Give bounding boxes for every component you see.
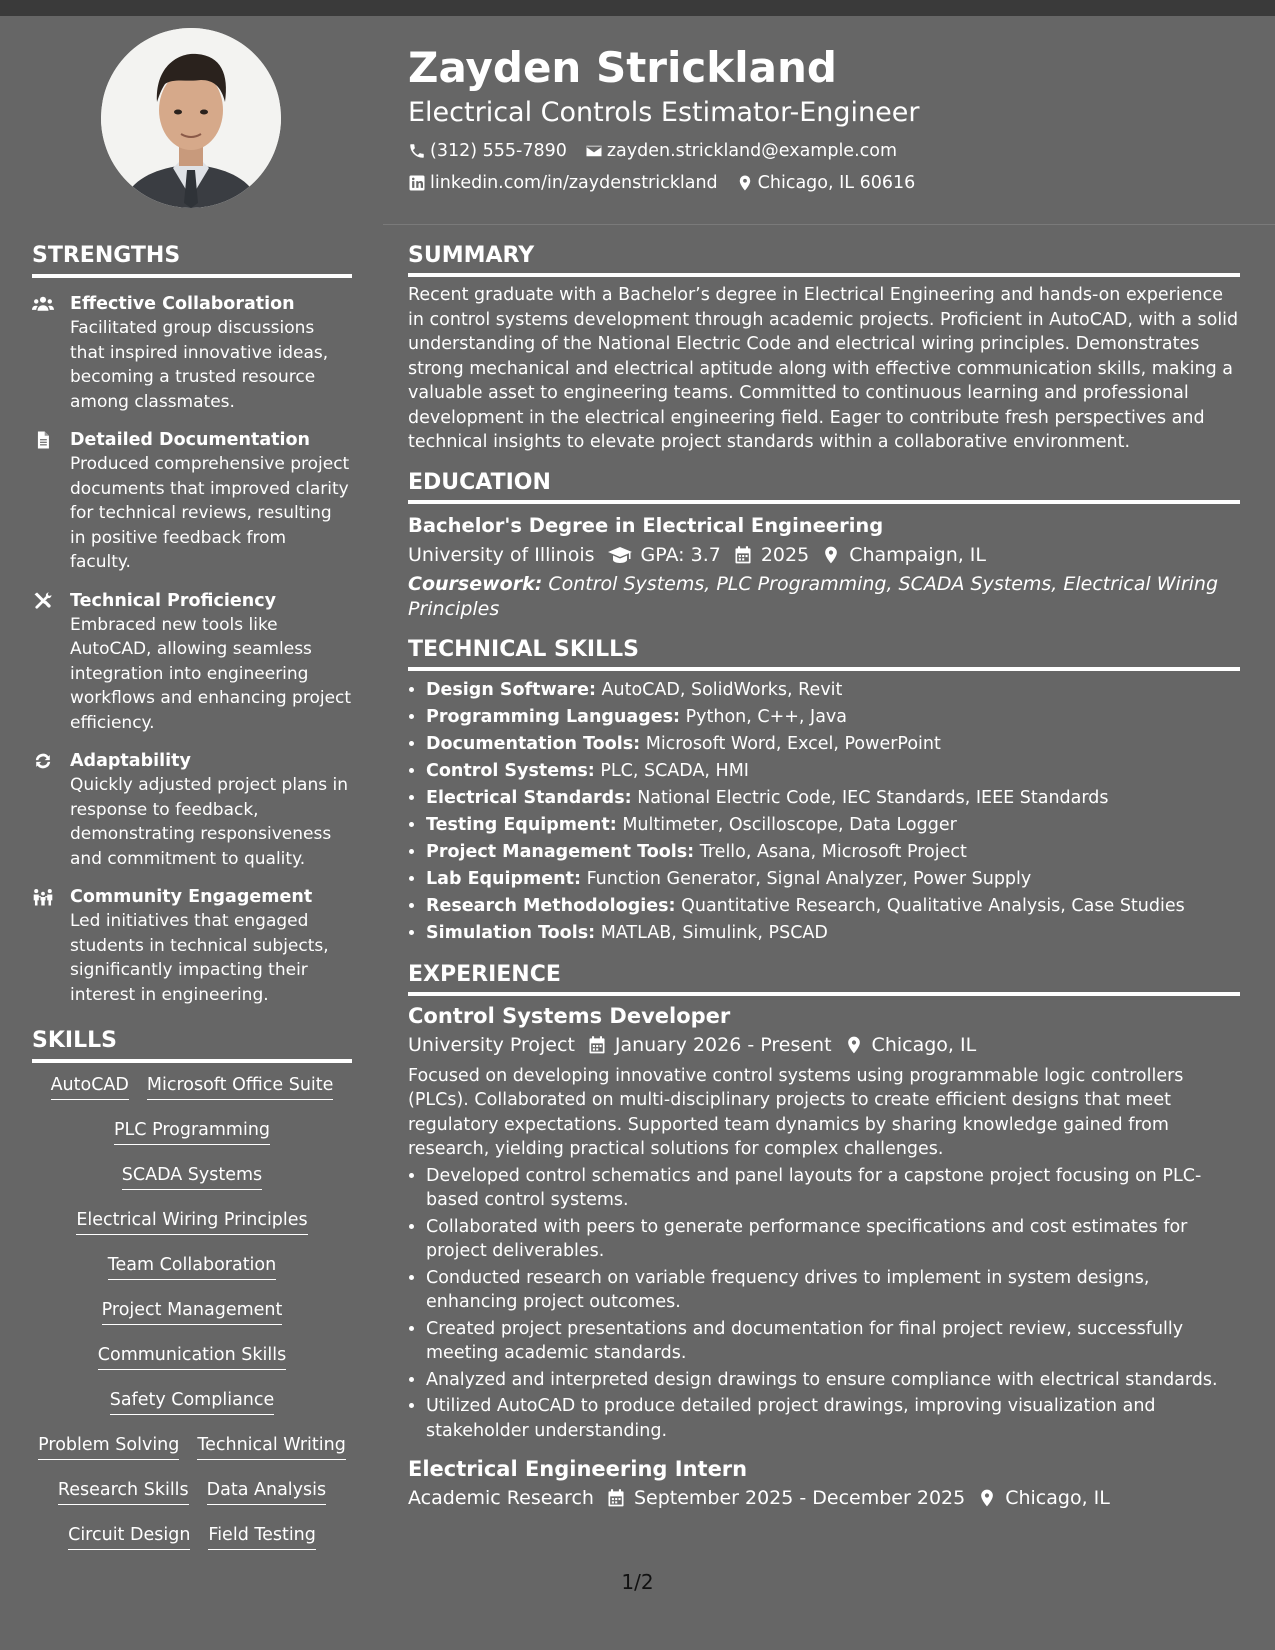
skill-label: Programming Languages:	[426, 706, 681, 727]
skill-tag: Field Testing	[208, 1523, 315, 1550]
list-item	[426, 920, 1240, 947]
list-item	[426, 704, 1240, 731]
skill-row	[32, 1523, 352, 1568]
skill-tag: Safety Compliance	[110, 1388, 275, 1415]
skill-tag: Data Analysis	[207, 1478, 326, 1505]
skills-rule	[32, 1059, 352, 1063]
technical-skills-rule	[408, 667, 1240, 671]
skill-tag: Electrical Wiring Principles	[76, 1208, 307, 1235]
summary-section	[408, 242, 1240, 455]
job-meta	[408, 1483, 1240, 1513]
list-item	[426, 866, 1240, 893]
job-location-text: Chicago, IL	[1005, 1487, 1110, 1509]
users-icon	[32, 294, 54, 314]
skill-value: AutoCAD, SolidWorks, Revit	[601, 679, 843, 700]
location-text: Chicago, IL 60616	[757, 173, 916, 193]
strengths-heading: STRENGTHS	[32, 243, 181, 268]
document-icon	[32, 430, 54, 450]
skill-value: PLC, SCADA, HMI	[600, 760, 749, 781]
job-dates	[587, 1030, 832, 1060]
calendar-icon	[733, 545, 753, 565]
candidate-name: Zayden Strickland	[408, 43, 837, 92]
skill-row	[32, 1478, 352, 1523]
skill-row	[32, 1343, 352, 1388]
skills-list	[32, 1073, 352, 1568]
year-text: 2025	[760, 543, 810, 566]
left-column	[32, 242, 352, 1568]
skill-row	[32, 1298, 352, 1343]
skill-row	[32, 1073, 352, 1118]
education-heading: EDUCATION	[408, 469, 551, 495]
strength-desc: Facilitated group discussions that inspired innovative ideas, becoming a trusted resource among classmates.	[70, 318, 329, 412]
strength-item	[32, 292, 352, 414]
school-text: University of Illinois	[408, 543, 595, 566]
job-org	[408, 1483, 594, 1513]
skill-label: Design Software:	[426, 679, 596, 700]
job-bullets	[408, 1164, 1240, 1444]
list-item	[426, 677, 1240, 704]
skill-value: Microsoft Word, Excel, PowerPoint	[645, 733, 941, 754]
phone-icon	[408, 142, 426, 160]
list-item: • Developed control schematics and panel layouts for a capstone project focusing on PLC-based control systems.	[426, 1164, 1240, 1213]
strength-title: Community Engagement	[70, 887, 313, 907]
strength-item	[32, 885, 352, 1007]
coursework-label: Coursework:	[408, 572, 543, 595]
job-title: Electrical Engineering Intern	[408, 1457, 748, 1481]
education-rule	[408, 500, 1240, 504]
linkedin-text: linkedin.com/in/zaydenstrickland	[430, 173, 718, 193]
list-item: • Created project presentations and documentation for final project review, successfully meeting academic standards.	[426, 1317, 1240, 1366]
tools-icon	[32, 591, 54, 611]
job-description: Focused on developing innovative control systems using programmable logic controllers (PLCs). Collaborated on multi-disciplinary projects to create efficient designs that meet regulatory expectations. Supported team dynamics by sharing knowledge gained from research, yielding practical solutions for complex challenges.	[408, 1065, 1184, 1159]
skill-label: Project Management Tools:	[426, 841, 695, 862]
map-pin-icon	[977, 1488, 997, 1508]
community-icon	[32, 887, 54, 907]
skill-value: Trello, Asana, Microsoft Project	[699, 841, 967, 862]
job-entry	[408, 1002, 1240, 1444]
job-dates-text: September 2025 - December 2025	[633, 1487, 966, 1509]
skill-value: Multimeter, Oscilloscope, Data Logger	[622, 814, 957, 835]
education-meta	[408, 540, 1240, 570]
strength-title: Technical Proficiency	[70, 590, 276, 611]
skill-row	[32, 1433, 352, 1478]
map-pin-icon	[736, 174, 754, 192]
contact-row-2	[408, 172, 1248, 194]
skills-heading: SKILLS	[32, 1028, 117, 1053]
strength-desc: Quickly adjusted project plans in response to feedback, demonstrating responsiveness and commitment to quality.	[70, 775, 349, 869]
strength-item	[32, 589, 352, 736]
envelope-icon	[585, 142, 603, 160]
job-dates-text: January 2026 - Present	[614, 1033, 832, 1056]
strength-desc: Embraced new tools like AutoCAD, allowing seamless integration into engineering workflows and enhancing project efficiency.	[70, 614, 352, 733]
experience-section	[408, 961, 1240, 1514]
right-column	[408, 242, 1240, 1527]
list-item	[426, 812, 1240, 839]
job-location	[977, 1483, 1110, 1513]
skill-row	[32, 1253, 352, 1298]
technical-skills-list	[408, 677, 1240, 947]
skill-row	[32, 1163, 352, 1208]
map-pin-icon	[844, 1035, 864, 1055]
graduation-year	[733, 540, 809, 570]
calendar-icon	[587, 1035, 607, 1055]
strength-item	[32, 428, 352, 575]
skill-tag: Circuit Design	[68, 1523, 190, 1550]
strength-desc: Produced comprehensive project documents that improved clarity for technical reviews, resulting in positive feedback from faculty.	[70, 454, 350, 572]
header-divider	[383, 224, 1275, 225]
skill-tag: SCADA Systems	[122, 1163, 262, 1190]
list-item: • Conducted research on variable frequency drives to implement in system designs, enhancing project outcomes.	[426, 1266, 1240, 1315]
coursework	[408, 572, 1240, 622]
skill-row	[32, 1208, 352, 1253]
profile-photo	[101, 28, 281, 208]
phone-text: (312) 555-7890	[430, 141, 567, 161]
skill-value: Python, C++, Java	[685, 706, 848, 727]
linkedin-icon	[408, 174, 426, 192]
job-location-text: Chicago, IL	[871, 1033, 977, 1056]
skill-tag: PLC Programming	[114, 1118, 270, 1145]
job-org	[408, 1030, 575, 1060]
map-pin-icon	[821, 545, 841, 565]
skill-row	[32, 1118, 352, 1163]
skill-tag: Problem Solving	[38, 1433, 179, 1460]
skill-label: Electrical Standards:	[426, 787, 632, 808]
education-location-text: Champaign, IL	[849, 543, 987, 566]
gpa	[607, 540, 721, 570]
strengths-rule	[32, 274, 352, 278]
candidate-title: Electrical Controls Estimator-Engineer	[408, 97, 920, 128]
technical-skills-section	[408, 636, 1240, 947]
job-location	[844, 1030, 977, 1060]
strength-title: Adaptability	[70, 751, 191, 771]
list-item: • Analyzed and interpreted design drawings to ensure compliance with electrical standards.	[426, 1368, 1240, 1393]
skill-value: MATLAB, Simulink, PSCAD	[600, 922, 828, 943]
list-item	[426, 839, 1240, 866]
strength-title: Detailed Documentation	[70, 430, 311, 450]
strength-desc: Led initiatives that engaged students in technical subjects, significantly impacting their interest in engineering.	[70, 911, 329, 1005]
strength-title: Effective Collaboration	[70, 294, 295, 314]
skill-tag: Technical Writing	[197, 1433, 345, 1460]
skill-row	[32, 1388, 352, 1433]
skill-label: Documentation Tools:	[426, 733, 641, 754]
resume-header	[408, 42, 1248, 194]
top-bar	[0, 0, 1275, 16]
skill-tag: Project Management	[102, 1298, 283, 1325]
email-contact[interactable]	[585, 140, 897, 162]
job-meta	[408, 1030, 1240, 1060]
gpa-text: GPA: 3.7	[640, 543, 721, 566]
technical-skills-heading: TECHNICAL SKILLS	[408, 636, 639, 662]
education-location	[821, 540, 986, 570]
skill-tag: AutoCAD	[51, 1073, 129, 1100]
job-title: Control Systems Developer	[408, 1003, 731, 1028]
contact-row-1	[408, 140, 1248, 162]
job-org-text: University Project	[408, 1033, 575, 1056]
list-item: • Utilized AutoCAD to produce detailed project drawings, improving visualization and stakeholder understanding.	[426, 1394, 1240, 1443]
page-number: 1/2	[621, 1570, 654, 1594]
phone-contact[interactable]	[408, 140, 567, 162]
skill-label: Testing Equipment:	[426, 814, 617, 835]
degree-title: Bachelor's Degree in Electrical Engineering	[408, 513, 884, 537]
summary-text: Recent graduate with a Bachelor’s degree in Electrical Engineering and hands-on experience in control systems development through academic projects. Proficient in AutoCAD, with a solid understanding of the National Electric Code and electrical wiring principles. Demonstrates strong mechanical and electrical aptitude along with effective communication skills, making a valuable asset to engineering teams. Committed to continuous learning and professional development in the electrical engineering field. Eager to contribute fresh perspectives and technical insights to elevate project standards within a collaborative environment.	[408, 285, 1239, 452]
summary-heading: SUMMARY	[408, 243, 535, 268]
location-contact	[736, 172, 916, 194]
skill-value: Function Generator, Signal Analyzer, Power Supply	[586, 868, 1032, 889]
list-item	[426, 758, 1240, 785]
job-entry	[408, 1455, 1240, 1513]
job-org-text: Academic Research	[408, 1487, 594, 1509]
list-item	[426, 785, 1240, 812]
skill-tag: Communication Skills	[98, 1343, 286, 1370]
summary-rule	[408, 273, 1240, 277]
education-section	[408, 469, 1240, 622]
skill-label: Control Systems:	[426, 760, 595, 781]
skill-tag: Team Collaboration	[108, 1253, 276, 1280]
job-dates	[606, 1483, 965, 1513]
strength-item	[32, 749, 352, 871]
skill-value: Quantitative Research, Qualitative Analysis, Case Studies	[681, 895, 1185, 916]
linkedin-contact[interactable]	[408, 172, 718, 194]
skill-tag: Research Skills	[58, 1478, 189, 1505]
experience-heading: EXPERIENCE	[408, 961, 561, 987]
skill-value: National Electric Code, IEC Standards, IEEE Standards	[637, 787, 1109, 808]
skill-tag: Microsoft Office Suite	[147, 1073, 334, 1100]
skills-section	[32, 1027, 352, 1568]
graduation-cap-icon	[607, 545, 633, 565]
school-name	[408, 540, 595, 570]
skill-label: Lab Equipment:	[426, 868, 581, 889]
sync-icon	[32, 751, 54, 771]
skill-label: Research Methodologies:	[426, 895, 676, 916]
list-item: • Collaborated with peers to generate performance specifications and cost estimates for project deliverables.	[426, 1215, 1240, 1264]
coursework-list: Control Systems, PLC Programming, SCADA Systems, Electrical Wiring Principles	[408, 572, 1219, 620]
skill-label: Simulation Tools:	[426, 922, 596, 943]
experience-rule	[408, 992, 1240, 996]
calendar-icon	[606, 1488, 626, 1508]
email-text: zayden.strickland@example.com	[606, 141, 898, 161]
list-item	[426, 893, 1240, 920]
list-item	[426, 731, 1240, 758]
